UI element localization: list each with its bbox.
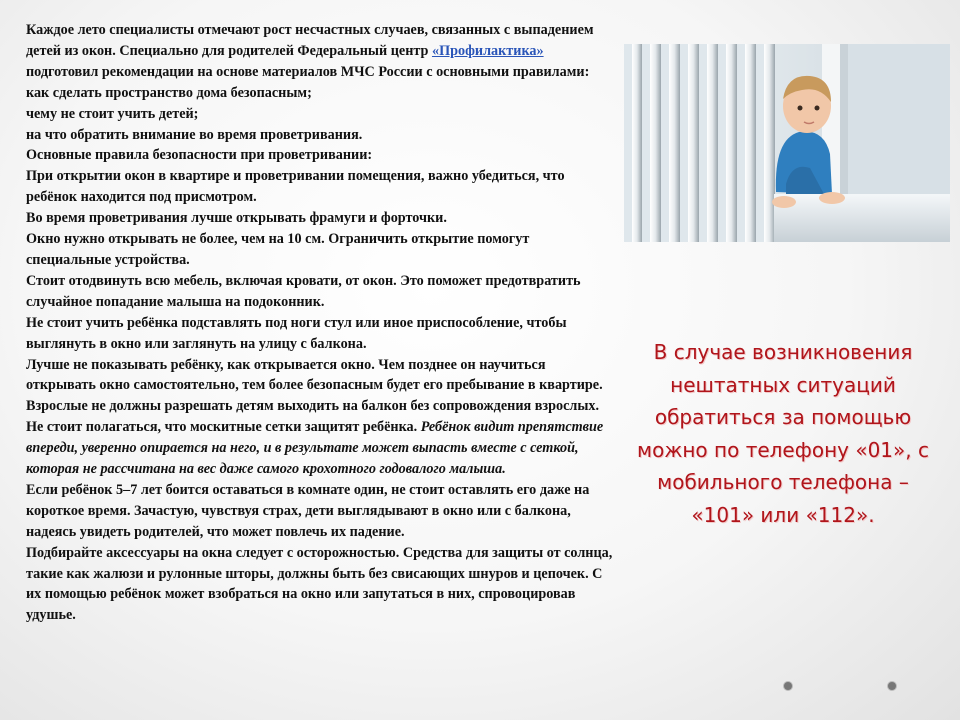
decor-dot — [783, 681, 793, 691]
profilaktika-link[interactable]: «Профилактика» — [431, 42, 544, 59]
topic-item: чему не стоит учить детей; — [26, 105, 199, 122]
rule-item: Подбирайте аксессуары на окна следует с осторожностью. Средства для защиты от солнца, такие как жалюзи и рулонные шторы, должны быть без свисающих шнуров и цепочек. С их помощью ребёнок может взобраться на окно или запутаться в них, спровоцировав удушье. — [26, 544, 613, 624]
child-at-window-illustration — [624, 44, 950, 242]
topic-item: на что обратить внимание во время проветривания. — [26, 126, 363, 143]
rules-heading: Основные правила безопасности при проветривании: — [26, 147, 373, 164]
mosquito-rule-text: Не стоит полагаться, что москитные сетки защитят ребёнка. — [26, 419, 421, 436]
emergency-callout: В случае возникновения нештатных ситуаций обратиться за помощью можно по телефону «01», с мобильного телефона – «101» или «112». — [637, 340, 929, 527]
intro-text: Каждое лето специалисты отмечают рост несчастных случаев, связанных с выпадением детей из окон. Специально для родителей Федеральный центр — [26, 22, 594, 59]
intro-paragraph — [26, 20, 616, 83]
rule-item: Взрослые не должны разрешать детям выходить на балкон без сопровождения взрослых. — [26, 398, 600, 415]
rule-item: Не стоит учить ребёнка подставлять под ноги стул или иное приспособление, чтобы выглянуть в окно или заглянуть на улицу с балкона. — [26, 314, 567, 352]
rule-item: Окно нужно открывать не более, чем на 10 см. Ограничить открытие помогут специальные устройства. — [26, 231, 530, 268]
rule-item: Если ребёнок 5–7 лет боится оставаться в комнате один, не стоит оставлять его даже на короткое время. Зачастую, чувствуя страх, дети выглядывают в окно или с балкона, надеясь увидеть родителей, что может повлечь их падение. — [26, 481, 590, 540]
rule-item: При открытии окон в квартире и проветривании помещения, важно убедиться, что ребёнок находится под присмотром. — [26, 168, 565, 206]
rule-item: Во время проветривания лучше открывать фрамуги и форточки. — [26, 210, 447, 227]
rule-item: Стоит отодвинуть всю мебель, включая кровати, от окон. Это поможет предотвратить случайное попадание малыша на подоконник. — [26, 272, 581, 310]
child-at-window-photo — [624, 44, 950, 242]
decor-dot — [887, 681, 897, 691]
mosquito-rule — [26, 417, 616, 480]
topic-item: как сделать пространство дома безопасным; — [26, 84, 312, 101]
mosquito-rule-italic: Ребёнок видит препятствие впереди, уверенно опирается на него, и в результате может выпасть вместе с сеткой, которая не рассчитана на вес даже самого крохотного годовалого малыша. — [26, 419, 604, 478]
intro-text-end: подготовил рекомендации на основе материалов МЧС России с основными правилами: — [26, 63, 590, 80]
rule-item: Лучше не показывать ребёнку, как открывается окно. Чем позднее он научиться открывать окно самостоятельно, тем более безопасным будет его пребывание в квартире. — [26, 356, 603, 394]
safety-text — [26, 20, 616, 626]
